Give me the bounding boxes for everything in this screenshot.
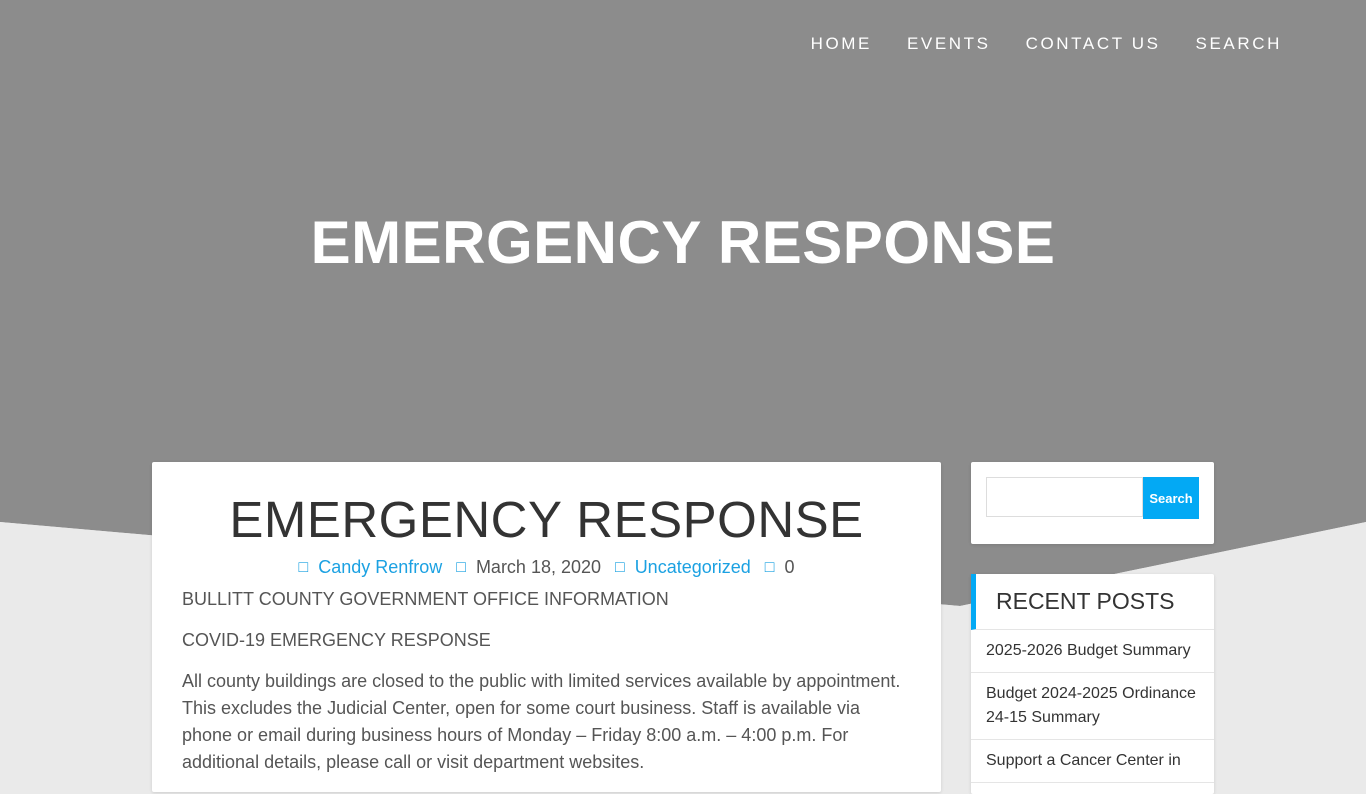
search-widget [971,462,1214,544]
meta-author [299,557,443,578]
comment-count: 0 [784,557,795,577]
main-nav [811,34,1282,54]
article-content [152,586,941,776]
search-button[interactable]: Search [1143,477,1199,519]
recent-posts-list [971,630,1214,783]
post-date: March 18, 2020 [475,557,602,577]
article-meta [152,557,941,578]
meta-comments [765,557,795,578]
nav-home[interactable]: HOME [810,34,872,53]
category-link[interactable]: Uncategorized [634,557,751,577]
article-paragraph: COVID-19 EMERGENCY RESPONSE [182,630,491,650]
author-link[interactable]: Candy Renfrow [318,557,443,577]
meta-category [615,557,751,578]
recent-post-item[interactable]: Support a Cancer Center in [971,740,1214,783]
hero-title: EMERGENCY RESPONSE [310,209,1056,276]
user-icon: □ [298,558,309,576]
nav-search[interactable]: SEARCH [1195,34,1282,53]
comment-icon: □ [764,558,775,576]
folder-icon: □ [615,558,625,576]
search-input[interactable] [986,477,1143,517]
article-title: EMERGENCY RESPONSE [229,491,864,548]
article-paragraph: BULLITT COUNTY GOVERNMENT OFFICE INFORMATION [182,589,669,609]
recent-post-item[interactable]: 2025-2026 Budget Summary [971,630,1214,673]
article-paragraph: All county buildings are closed to the public with limited services available by appointment. This excludes the Judicial Center, open for some court business. Staff is available via phone or email during business hours of Monday – Friday 8:00 a.m. – 4:00 p.m. For additional details, please call or visit department websites. [182,671,901,772]
meta-date [456,557,601,578]
nav-events[interactable]: EVENTS [906,34,991,53]
nav-contact-us[interactable]: CONTACT US [1025,34,1161,53]
article-card [152,462,941,792]
calendar-icon: □ [456,558,466,576]
recent-posts-heading: RECENT POSTS [971,574,1214,630]
recent-post-item[interactable]: Budget 2024-2025 Ordinance 24-15 Summary [971,673,1214,740]
recent-posts-widget [971,574,1214,794]
